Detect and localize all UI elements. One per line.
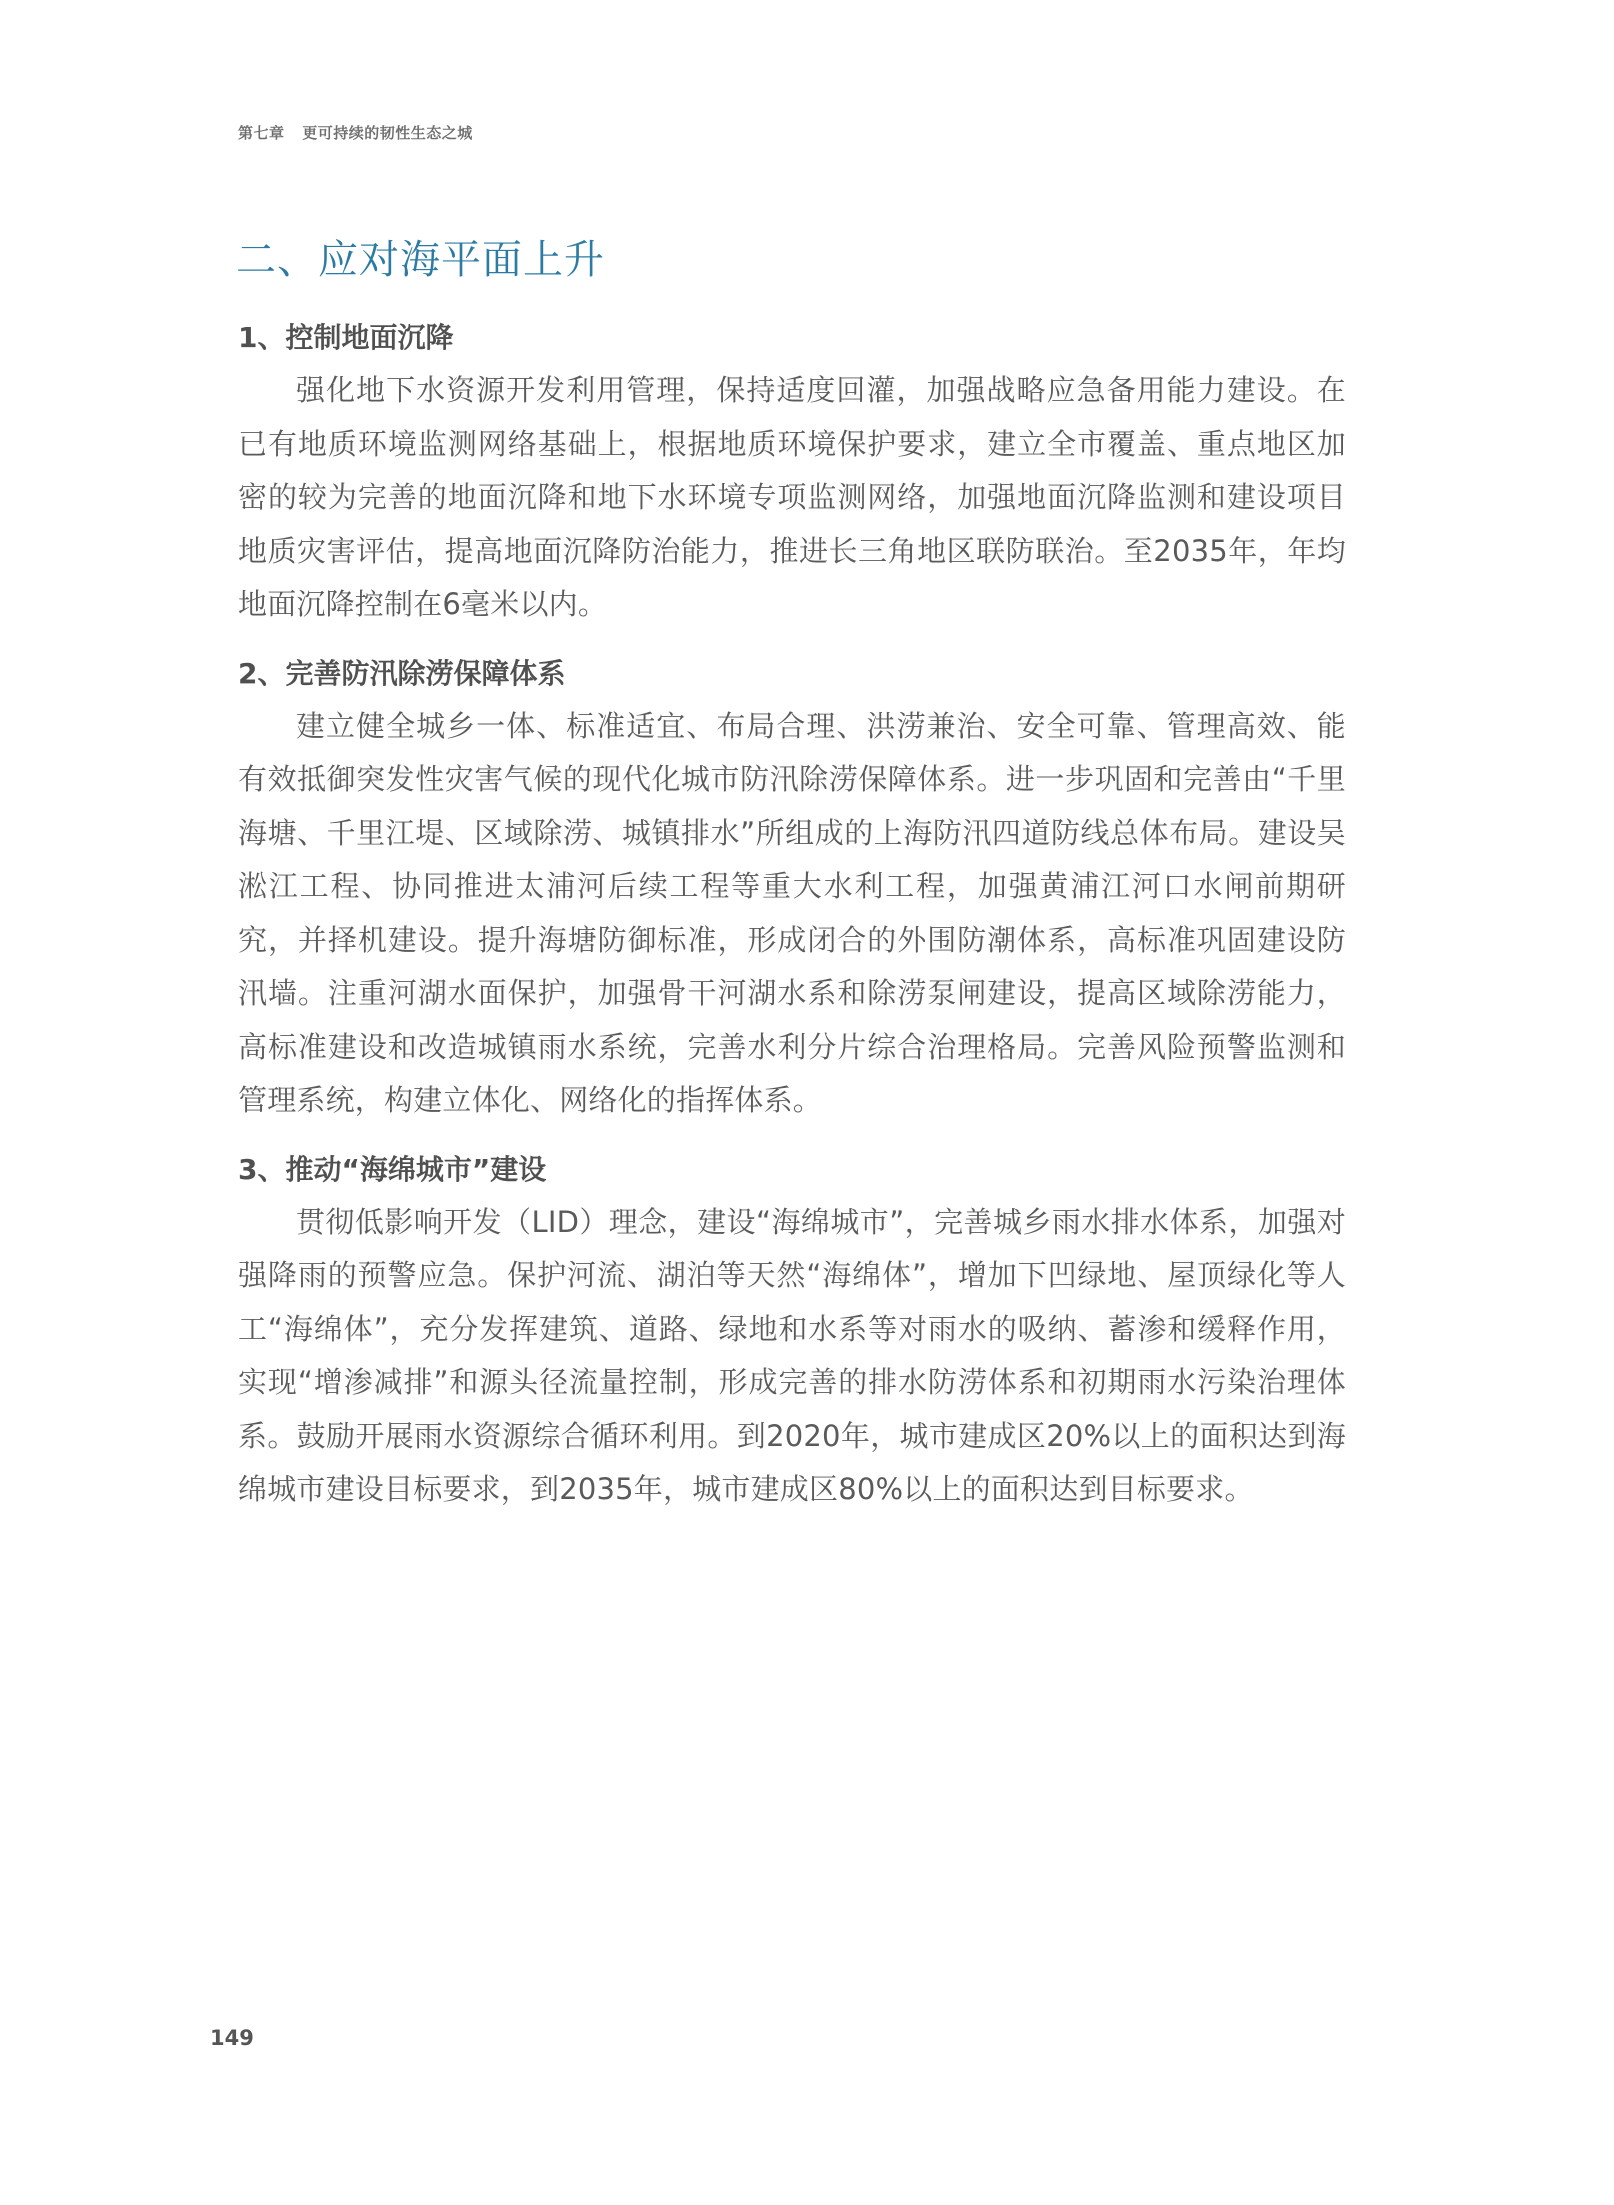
section-title: 二、应对海平面上升 bbox=[236, 237, 605, 283]
subsection-body: 贯彻低影响开发（LID）理念，建设“海绵城市”，完善城乡雨水排水体系，加强对强降雨的预警应急。保护河流、湖泊等天然“海绵体”，增加下凹绿地、屋顶绿化等人工“海绵体”，充分发挥建筑、道路、绿地和水系等对雨水的吸纳、蓄渗和缓释作用，实现“增渗减排”和源头径流量控制，形成完善的排水防涝体系和初期雨水污染治理体系。鼓励开展雨水资源综合循环利用。到2020年，城市建成区20%以上的面积达到海绵城市建设目标要求，到2035年，城市建成区80%以上的面积达到目标要求。 bbox=[238, 1204, 1346, 1506]
chapter-title: 更可持续的韧性生态之城 bbox=[302, 124, 473, 142]
subsection-land-subsidence bbox=[238, 312, 1346, 632]
chapter-number: 第七章 bbox=[238, 124, 285, 142]
subsection-sponge-city bbox=[238, 1144, 1346, 1517]
section-content bbox=[238, 312, 1346, 1517]
subsection-flood-control bbox=[238, 648, 1346, 1128]
subsection-heading: 2、完善防汛除涝保障体系 bbox=[238, 656, 566, 690]
page-number: 149 bbox=[210, 2026, 254, 2050]
running-header bbox=[238, 122, 473, 143]
subsection-heading: 3、推动“海绵城市”建设 bbox=[238, 1152, 547, 1186]
subsection-body: 强化地下水资源开发利用管理，保持适度回灌，加强战略应急备用能力建设。在已有地质环境监测网络基础上，根据地质环境保护要求，建立全市覆盖、重点地区加密的较为完善的地面沉降和地下水环境专项监测网络，加强地面沉降监测和建设项目地质灾害评估，提高地面沉降防治能力，推进长三角地区联防联治。至2035年，年均地面沉降控制在6毫米以内。 bbox=[238, 373, 1346, 621]
subsection-body: 建立健全城乡一体、标准适宜、布局合理、洪涝兼治、安全可靠、管理高效、能有效抵御突发性灾害气候的现代化城市防汛除涝保障体系。进一步巩固和完善由“千里海塘、千里江堤、区域除涝、城镇排水”所组成的上海防汛四道防线总体布局。建设吴淞江工程、协同推进太浦河后续工程等重大水利工程，加强黄浦江河口水闸前期研究，并择机建设。提升海塘防御标准，形成闭合的外围防潮体系，高标准巩固建设防汛墙。注重河湖水面保护，加强骨干河湖水系和除涝泵闸建设，提高区域除涝能力，高标准建设和改造城镇雨水系统，完善水利分片综合治理格局。完善风险预警监测和管理系统，构建立体化、网络化的指挥体系。 bbox=[238, 708, 1346, 1117]
subsection-heading: 1、控制地面沉降 bbox=[238, 321, 454, 354]
